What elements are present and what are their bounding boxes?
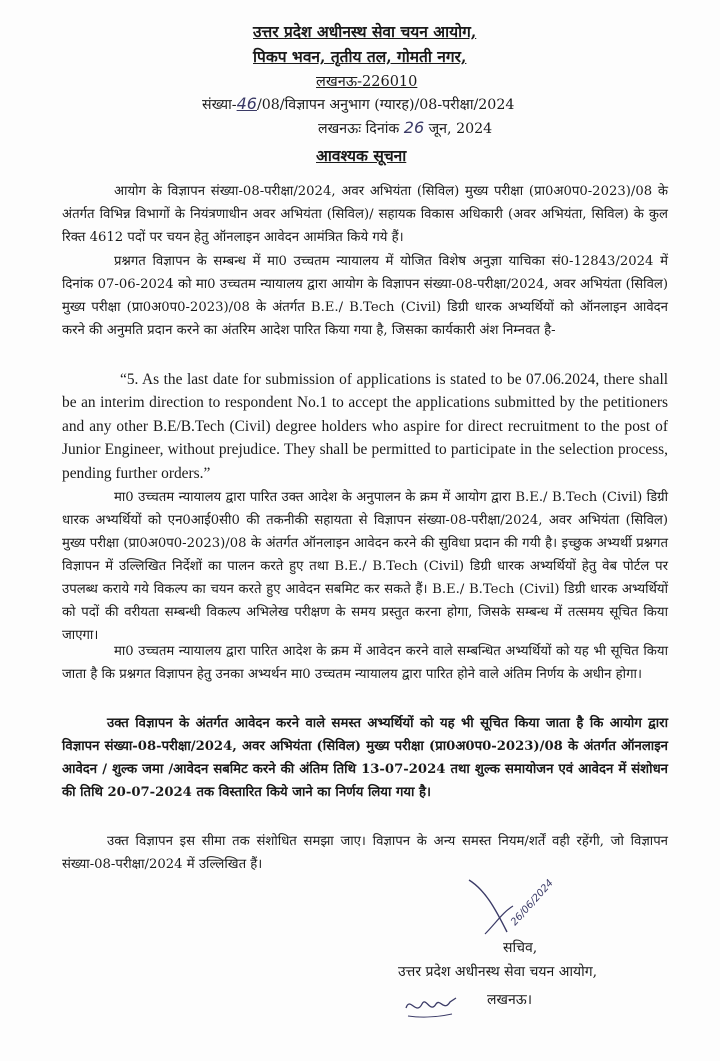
- ref-prefix: संख्या-: [202, 97, 237, 113]
- org-city-pin: लखनऊ-226010: [316, 74, 418, 90]
- signatory-city: लखनऊ।: [487, 992, 533, 1008]
- reference-number: [202, 94, 514, 114]
- paragraph-4: मा0 उच्चतम न्यायालय द्वारा पारित आदेश के क्रम में आवेदन करने वाले सम्बन्धित अभ्यर्थियों को यह भी सूचित किया जाता है कि प्रश्नगत विज्ञापन हेतु उनका अभ्यर्थन मा0 उच्चतम न्यायालय द्वारा पारित होने वाले अंतिम निर्णय के अधीन होगा।: [62, 644, 668, 682]
- org-address: पिकप भवन, तृतीय तल, गोमती नगर,: [253, 47, 467, 66]
- signatory-organization: उत्तर प्रदेश अधीनस्थ सेवा चयन आयोग,: [398, 964, 598, 980]
- court-order-quote: “5. As the last date for submission of applications is stated to be 07.06.2024, there shall be an interim direction to respondent No.1 to accept the applications submitted by the petitioners and any other B.E/B.Tech (Civil) degree holders who aspire for direct recruitment to the post of Junior Engineer, without prejudice. They shall be permitted to participate in the selection process, pending further orders.”: [62, 371, 668, 482]
- paragraph-1: आयोग के विज्ञापन संख्या-08-परीक्षा/2024, अवर अभियंता (सिविल) मुख्य परीक्षा (प्रा0अ0प0-2023)/08 के अंतर्गत विभिन्न विभागों के नियंत्रणाधीन अवर अभियंता (सिविल)/ सहायक विकास अधिकारी (अवर अभियंता, सिविल) के कुल रिक्त 4612 पदों पर चयन हेतु ऑनलाइन आवेदन आमंत्रित किये गये हैं।: [62, 184, 668, 245]
- notice-title: आवश्यक सूचना: [316, 146, 407, 165]
- initials-underline: [408, 1014, 452, 1017]
- org-name: उत्तर प्रदेश अधीनस्थ सेवा चयन आयोग,: [253, 22, 477, 41]
- ref-suffix: /08/विज्ञापन अनुभाग (ग्यारह)/08-परीक्षा/2024: [256, 97, 515, 113]
- initials-scribble: [402, 990, 462, 1022]
- ref-handwritten-number: 46: [236, 94, 257, 113]
- issue-date: [318, 118, 492, 138]
- handwritten-signature: [455, 868, 575, 948]
- paragraph-3: मा0 उच्चतम न्यायालय द्वारा पारित उक्त आदेश के अनुपालन के क्रम में आयोग द्वारा B.E./ B.Tech (Civil) डिग्री धारक अभ्यर्थियों को एन0आई0सी0 की तकनीकी सहायता से विज्ञापन संख्या-08-परीक्षा/2024, अवर अभियंता (सिविल) मुख्य परीक्षा (प्रा0अ0प0-2023)/08 के अंतर्गत ऑनलाइन आवेदन करने की सुविधा प्रदान की गयी है। इच्छुक अभ्यर्थी प्रश्नगत विज्ञापन में उल्लिखित निर्देशों का पालन करते हुए तथा B.E./ B.Tech (Civil) डिग्री धारक अभ्यर्थियों हेतु वेब पोर्टल पर उपलब्ध कराये गये विकल्प का चयन करते हुए आवेदन सबमिट कर सकते हैं। B.E./ B.Tech (Civil) डिग्री धारक अभ्यर्थियों को पदों की वरीयता सम्बन्धी विकल्प अभिलेख परीक्षण के समय प्रस्तुत करना होगा, जिसके सम्बन्ध में तत्समय सूचित किया जाएगा।: [62, 490, 668, 643]
- date-suffix: जून, 2024: [428, 121, 493, 137]
- date-handwritten-day: 26: [403, 118, 425, 137]
- initials-stroke: [406, 998, 456, 1008]
- designation: सचिव,: [503, 940, 538, 956]
- date-prefix: लखनऊः दिनांक: [318, 121, 400, 137]
- signature-stroke: [469, 880, 507, 932]
- letterhead: [0, 0, 720, 170]
- paragraph-6: उक्त विज्ञापन इस सीमा तक संशोधित समझा जाए। विज्ञापन के अन्य समस्त नियम/शर्तें वही रहेंगी, जो विज्ञापन संख्या-08-परीक्षा/2024 में उल्लिखित हैं।: [62, 834, 668, 872]
- paragraph-2: प्रश्नगत विज्ञापन के सम्बन्ध में मा0 उच्चतम न्यायालय में योजित विशेष अनुज्ञा याचिका सं0-12843/2024 में दिनांक 07-06-2024 को मा0 उच्चतम न्यायालय द्वारा आयोग के विज्ञापन संख्या-08-परीक्षा/2024, अवर अभियंता (सिविल) मुख्य परीक्षा (प्रा0अ0प0-2023)/08 के अंतर्गत B.E./ B.Tech (Civil) डिग्री धारक अभ्यर्थियों को ऑनलाइन आवेदन करने की अनुमति प्रदान करने का अंतरिम आदेश पारित किया गया है, जिसका कार्यकारी अंश निम्नवत है-: [62, 254, 668, 338]
- signature-date: 26/06/2024: [509, 877, 556, 929]
- paragraph-5-deadline-extension: उक्त विज्ञापन के अंतर्गत आवेदन करने वाले समस्त अभ्यर्थियों को यह भी सूचित किया जाता है कि आयोग द्वारा विज्ञापन संख्या-08-परीक्षा/2024, अवर अभियंता (सिविल) मुख्य परीक्षा (प्रा0अ0प0-2023)/08 के अंतर्गत ऑनलाइन आवेदन / शुल्क जमा /आवेदन सबमिट करने की अंतिम तिथि 13-07-2024 तथा शुल्क समायोजन एवं आवेदन में संशोधन की तिथि 20-07-2024 तक विस्तारित किये जाने का निर्णय लिया गया है।: [62, 716, 668, 800]
